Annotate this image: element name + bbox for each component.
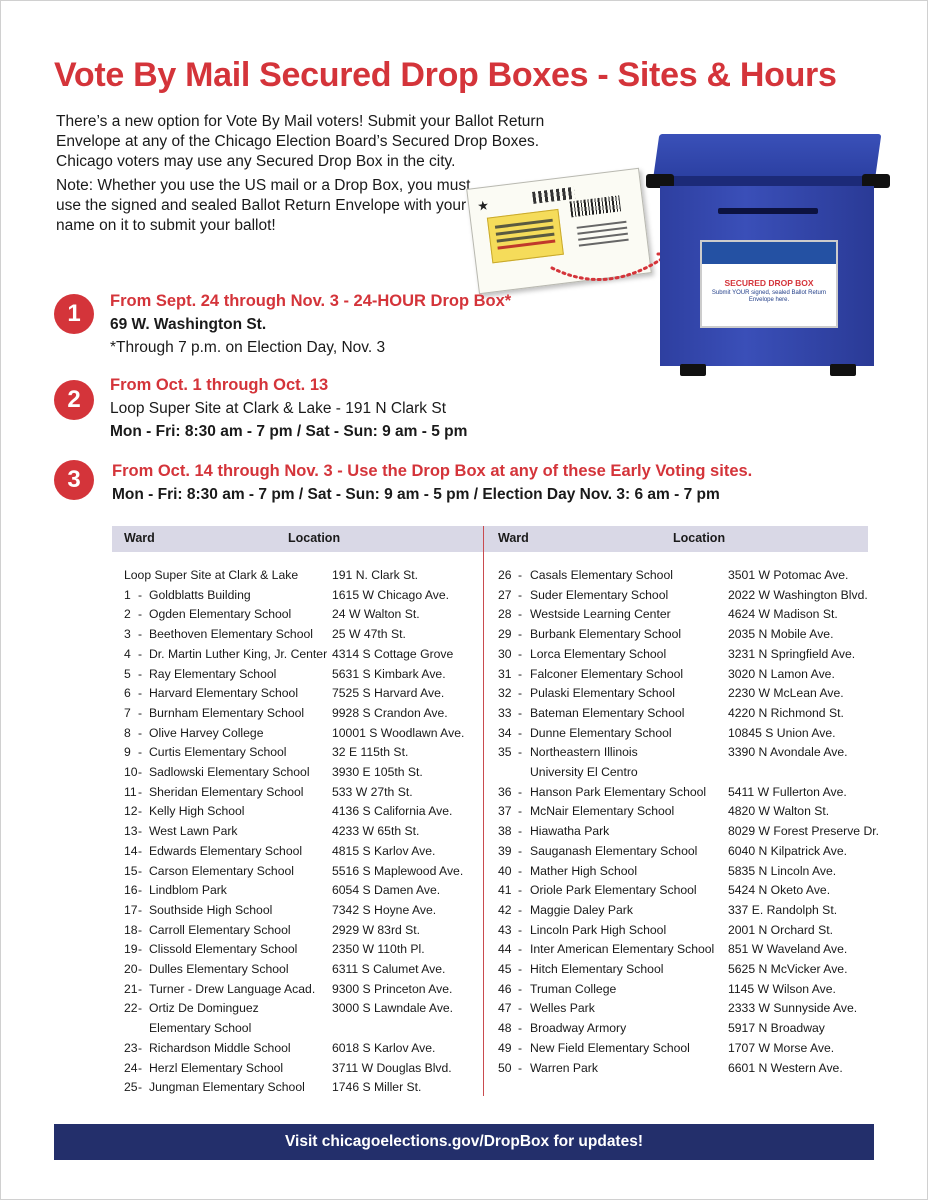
table-row — [498, 824, 880, 844]
ward-separator: - — [138, 804, 143, 819]
ward-number: 50 — [498, 1060, 512, 1075]
table-row — [498, 1001, 858, 1021]
location-name: Dunne Elementary School — [530, 725, 672, 740]
table-row — [124, 568, 484, 588]
location-address: 9928 S Crandon Ave. — [332, 705, 448, 720]
table-row — [498, 765, 858, 785]
location-name: McNair Elementary School — [530, 804, 675, 819]
location-name: Herzl Elementary School — [149, 1060, 284, 1075]
table-row — [124, 883, 484, 903]
location-address: 2001 N Orchard St. — [728, 922, 833, 937]
step-2-heading: From Oct. 1 through Oct. 13 — [110, 376, 329, 394]
location-name: Carson Elementary School — [149, 863, 294, 878]
step-1-heading: From Sept. 24 through Nov. 3 - 24-HOUR Drop Box* — [110, 292, 512, 310]
table-row — [124, 745, 484, 765]
ward-number: 9 — [124, 745, 131, 760]
ward-separator: - — [138, 1001, 143, 1016]
ward-separator: - — [138, 627, 143, 642]
drop-box-body — [660, 186, 874, 366]
location-address: 6054 S Damen Ave. — [332, 883, 441, 898]
ward-number: 19 — [124, 942, 138, 957]
table-row — [498, 883, 858, 903]
location-address: 6601 N Western Ave. — [728, 1060, 843, 1075]
table-row — [498, 864, 858, 884]
drop-box-lid — [652, 176, 884, 186]
location-address: 2022 W Washington Blvd. — [728, 587, 868, 602]
drop-box-foot — [680, 364, 706, 376]
location-name: Loop Super Site at Clark & Lake — [124, 568, 299, 582]
table-row — [124, 923, 484, 943]
table-row — [498, 667, 858, 687]
table-row — [124, 962, 484, 982]
location-name: Sadlowski Elementary School — [149, 765, 310, 779]
ward-separator: - — [138, 863, 143, 878]
location-name: Falconer Elementary School — [530, 666, 684, 681]
ward-separator: - — [138, 1060, 143, 1075]
ward-number: 4 — [124, 646, 131, 661]
location-address: 4233 W 65th St. — [332, 824, 420, 839]
location-address: 24 W Walton St. — [332, 607, 420, 622]
step-3-hours: Mon - Fri: 8:30 am - 7 pm / Sat - Sun: 9 am - 5 pm / Election Day Nov. 3: 6 am - 7 pm — [112, 486, 720, 503]
table-row — [124, 982, 484, 1002]
location-name: Turner - Drew Language Acad. — [149, 981, 316, 996]
table-row — [498, 745, 858, 765]
ward-number: 31 — [498, 666, 512, 681]
ward-number: 6 — [124, 686, 131, 701]
ward-number: 18 — [124, 922, 138, 937]
location-address: 5625 N McVicker Ave. — [728, 962, 848, 976]
location-address: 4136 S California Ave. — [332, 804, 453, 819]
ward-number: 33 — [498, 705, 512, 720]
ward-separator: - — [518, 883, 523, 898]
location-address: 3231 N Springfield Ave. — [728, 646, 856, 661]
location-name: Broadway Armory — [530, 1021, 627, 1036]
location-name: Casals Elementary School — [530, 568, 673, 582]
location-address: 191 N. Clark St. — [332, 568, 419, 582]
address-lines-graphic — [577, 221, 627, 229]
location-name: Lindblom Park — [149, 883, 227, 898]
ward-separator: - — [138, 705, 143, 720]
ward-number: 27 — [498, 587, 512, 602]
location-column-header: Location — [288, 531, 341, 545]
ward-separator: - — [138, 1080, 143, 1095]
step-2-badge: 2 — [54, 380, 94, 420]
ward-number: 15 — [124, 863, 138, 878]
location-address: 6018 S Karlov Ave. — [332, 1040, 436, 1055]
ward-separator: - — [518, 725, 523, 740]
ward-separator: - — [518, 627, 523, 642]
location-name: Maggie Daley Park — [530, 902, 633, 917]
location-name: Dulles Elementary School — [149, 962, 289, 976]
table-row — [124, 588, 484, 608]
location-address: 3020 N Lamon Ave. — [728, 666, 835, 681]
table-row — [498, 568, 858, 588]
ward-separator: - — [138, 765, 143, 779]
location-address: 3390 N Avondale Ave. — [728, 745, 848, 760]
location-name: Dr. Martin Luther King, Jr. Center — [149, 646, 328, 661]
location-address: 10001 S Woodlawn Ave. — [332, 725, 465, 740]
location-name: Ogden Elementary School — [149, 607, 292, 622]
location-address: 4624 W Madison St. — [728, 607, 838, 622]
ward-separator: - — [518, 863, 523, 878]
location-address: 4220 N Richmond St. — [728, 705, 844, 720]
table-row — [124, 1001, 484, 1021]
ward-number: 40 — [498, 863, 512, 878]
table-row — [498, 804, 858, 824]
ward-separator: - — [138, 922, 143, 937]
ward-number: 17 — [124, 902, 138, 917]
location-address: 8029 W Forest Preserve Dr. — [728, 824, 880, 839]
ward-separator: - — [518, 1040, 523, 1055]
table-row — [124, 1041, 484, 1061]
location-name: Burnham Elementary School — [149, 705, 305, 720]
table-row — [498, 706, 858, 726]
location-address: 4314 S Cottage Grove — [332, 646, 454, 661]
ward-number: 29 — [498, 627, 512, 642]
step-3-badge: 3 — [54, 460, 94, 500]
location-address: 3000 S Lawndale Ave. — [332, 1001, 454, 1016]
ward-separator: - — [518, 1021, 523, 1036]
table-row — [498, 942, 858, 962]
ward-separator: - — [138, 686, 143, 701]
location-address: 1746 S Miller St. — [332, 1080, 422, 1095]
ward-number: 36 — [498, 784, 512, 799]
table-row — [124, 1021, 484, 1041]
ward-number: 3 — [124, 627, 131, 642]
ward-number: 13 — [124, 824, 138, 839]
location-address: 5835 N Lincoln Ave. — [728, 863, 837, 878]
location-address: 5631 S Kimbark Ave. — [332, 666, 446, 681]
location-address: 6040 N Kilpatrick Ave. — [728, 843, 848, 858]
location-name: Kelly High School — [149, 804, 245, 819]
table-row — [124, 667, 484, 687]
table-row — [498, 726, 858, 746]
ward-separator: - — [518, 587, 523, 602]
ward-separator: - — [138, 587, 143, 602]
drop-box-sign — [700, 240, 838, 328]
location-name: Hiawatha Park — [530, 824, 610, 839]
location-address: 25 W 47th St. — [332, 627, 406, 642]
location-address: 7525 S Harvard Ave. — [332, 686, 445, 701]
location-address: 3501 W Potomac Ave. — [728, 568, 849, 582]
ward-number: 20 — [124, 962, 138, 976]
table-row — [498, 982, 858, 1002]
ward-number: 10 — [124, 765, 138, 779]
location-address: 4820 W Walton St. — [728, 804, 830, 819]
location-name: West Lawn Park — [149, 824, 238, 839]
location-name: New Field Elementary School — [530, 1040, 690, 1055]
location-name: Olive Harvey College — [149, 725, 264, 740]
table-row — [498, 627, 858, 647]
step-2-hours: Mon - Fri: 8:30 am - 7 pm / Sat - Sun: 9 am - 5 pm — [110, 423, 468, 440]
location-name: Beethoven Elementary School — [149, 627, 313, 642]
ward-separator: - — [138, 646, 143, 661]
table-row — [498, 686, 858, 706]
ward-separator: - — [518, 1001, 523, 1016]
ward-number: 32 — [498, 686, 512, 701]
location-address: 2230 W McLean Ave. — [728, 686, 844, 701]
ward-number: 39 — [498, 843, 512, 858]
ward-separator: - — [518, 902, 523, 917]
footer-banner: Visit chicagoelections.gov/DropBox for updates! — [54, 1124, 874, 1160]
table-row — [498, 647, 858, 667]
star-icon: ★ — [476, 197, 490, 214]
ward-separator: - — [518, 646, 523, 661]
ward-separator: - — [138, 902, 143, 917]
location-name: Ray Elementary School — [149, 666, 277, 681]
location-address: 5411 W Fullerton Ave. — [728, 784, 847, 799]
ward-number: 1 — [124, 587, 131, 602]
ward-separator: - — [518, 1060, 523, 1075]
table-row — [124, 903, 484, 923]
ward-number: 42 — [498, 902, 512, 917]
ward-number: 11 — [124, 784, 137, 799]
drop-box-slot — [718, 208, 818, 214]
table-row — [498, 903, 858, 923]
ward-separator: - — [138, 784, 143, 799]
ward-number: 23 — [124, 1040, 138, 1055]
ward-separator: - — [138, 843, 143, 858]
ward-number: 21 — [124, 981, 138, 996]
step-1-badge: 1 — [54, 294, 94, 334]
table-row — [124, 647, 484, 667]
table-row — [124, 607, 484, 627]
step-1-note: *Through 7 p.m. on Election Day, Nov. 3 — [110, 339, 386, 356]
location-address: 10845 S Union Ave. — [728, 725, 836, 740]
page-title: Vote By Mail Secured Drop Boxes - Sites & Hours — [54, 56, 837, 94]
table-row — [498, 844, 858, 864]
location-address: 1707 W Morse Ave. — [728, 1040, 835, 1055]
location-name: Bateman Elementary School — [530, 705, 685, 720]
location-name: Burbank Elementary School — [530, 627, 682, 642]
location-name: Inter American Elementary School — [530, 942, 715, 957]
ward-separator: - — [138, 607, 143, 622]
ward-number: 44 — [498, 942, 512, 957]
ward-separator: - — [138, 962, 143, 976]
drop-box-illustration — [646, 134, 890, 378]
ward-number: 22 — [124, 1001, 138, 1016]
location-address: 5516 S Maplewood Ave. — [332, 863, 464, 878]
location-name: Pulaski Elementary School — [530, 686, 675, 701]
ward-number: 2 — [124, 607, 131, 622]
table-row — [498, 923, 858, 943]
step-1-address: 69 W. Washington St. — [110, 316, 267, 333]
table-row — [124, 864, 484, 884]
locations-table-header — [112, 526, 868, 552]
table-row — [124, 726, 484, 746]
location-name: Lorca Elementary School — [530, 646, 667, 661]
drop-box-top — [653, 134, 882, 182]
location-name: Sheridan Elementary School — [149, 784, 304, 799]
location-name: Northeastern Illinois — [530, 745, 638, 760]
location-name: Clissold Elementary School — [149, 942, 298, 957]
ward-separator: - — [518, 745, 523, 760]
drop-box-foot — [830, 364, 856, 376]
location-name: Suder Elementary School — [530, 587, 669, 602]
location-name: Westside Learning Center — [530, 607, 671, 622]
location-address: 533 W 27th St. — [332, 784, 413, 799]
ward-number: 45 — [498, 962, 512, 976]
ward-number: 8 — [124, 725, 131, 740]
ward-number: 25 — [124, 1080, 138, 1095]
location-address: 2035 N Mobile Ave. — [728, 627, 834, 642]
ward-separator: - — [518, 981, 523, 996]
ward-separator: - — [518, 942, 523, 957]
table-row — [124, 1080, 484, 1100]
ward-number: 34 — [498, 725, 512, 740]
ward-separator: - — [518, 843, 523, 858]
ward-number: 47 — [498, 1001, 512, 1016]
table-row — [124, 785, 484, 805]
ward-separator: - — [138, 942, 143, 957]
table-row — [124, 627, 484, 647]
drop-box-sign-banner — [702, 242, 836, 264]
ward-separator: - — [518, 824, 523, 839]
ward-separator: - — [518, 962, 523, 976]
location-name: Lincoln Park High School — [530, 922, 667, 937]
location-name: Southside High School — [149, 902, 273, 917]
ward-number: 48 — [498, 1021, 512, 1036]
table-row — [498, 1061, 858, 1081]
location-column-header: Location — [673, 531, 726, 545]
table-row — [124, 1061, 484, 1081]
ward-number: 12 — [124, 804, 138, 819]
ward-number: 16 — [124, 883, 138, 898]
location-name: Hanson Park Elementary School — [530, 784, 707, 799]
ward-separator: - — [518, 784, 523, 799]
location-address: 5424 N Oketo Ave. — [728, 883, 831, 898]
ward-separator: - — [138, 666, 143, 681]
ward-number: 35 — [498, 745, 512, 760]
location-name: Sauganash Elementary School — [530, 843, 698, 858]
ward-column-header: Ward — [124, 531, 155, 545]
ward-number: 28 — [498, 607, 512, 622]
ward-separator: - — [138, 981, 143, 996]
table-row — [124, 686, 484, 706]
location-name: University El Centro — [530, 765, 638, 779]
location-name: Elementary School — [149, 1021, 252, 1036]
step-2-location: Loop Super Site at Clark & Lake - 191 N Clark St — [110, 400, 446, 417]
location-address: 337 E. Randolph St. — [728, 902, 838, 917]
intro-text: There’s a new option for Vote By Mail voters! Submit your Ballot Return Envelope at any of the Chicago Election Board’s Secured Drop Boxes. Chicago voters may use any Secured Drop Box in the city. — [56, 113, 545, 170]
location-name: Curtis Elementary School — [149, 745, 287, 760]
ward-number: 46 — [498, 981, 512, 996]
ward-number: 41 — [498, 883, 512, 898]
ward-separator: - — [518, 705, 523, 720]
table-row — [498, 1021, 858, 1041]
table-row — [498, 1041, 858, 1061]
ward-number: 7 — [124, 705, 131, 720]
location-address: 4815 S Karlov Ave. — [332, 843, 436, 858]
table-row — [124, 844, 484, 864]
location-address: 2929 W 83rd St. — [332, 922, 421, 937]
ward-separator: - — [518, 686, 523, 701]
ward-number: 37 — [498, 804, 512, 819]
ward-number: 30 — [498, 646, 512, 661]
location-name: Mather High School — [530, 863, 638, 878]
location-address: 5917 N Broadway — [728, 1021, 825, 1036]
location-name: Ortiz De Dominguez — [149, 1001, 259, 1016]
table-row — [498, 587, 868, 608]
location-name: Goldblatts Building — [149, 587, 251, 602]
ward-separator: - — [138, 725, 143, 740]
location-name: Welles Park — [530, 1001, 595, 1016]
location-address: 32 E 115th St. — [332, 745, 409, 760]
ward-separator: - — [138, 824, 143, 839]
location-address: 2333 W Sunnyside Ave. — [728, 1001, 858, 1016]
location-name: Hitch Elementary School — [530, 962, 664, 976]
table-row — [124, 706, 484, 726]
location-address: 3930 E 105th St. — [332, 765, 423, 779]
location-name: Jungman Elementary School — [149, 1080, 305, 1095]
ward-number: 14 — [124, 843, 138, 858]
drop-box-sign-title: SECURED DROP BOX — [724, 278, 814, 288]
ward-separator: - — [518, 922, 523, 937]
table-row — [124, 804, 484, 824]
location-address: 1145 W Wilson Ave. — [728, 981, 836, 996]
ward-separator: - — [138, 745, 143, 760]
note-text: Note: Whether you use the US mail or a Drop Box, you must use the signed and sealed Ballot Return Envelope with your name on it to submit your ballot! — [56, 177, 471, 234]
ward-separator: - — [518, 568, 523, 582]
location-name: Edwards Elementary School — [149, 843, 303, 858]
table-row — [124, 824, 484, 844]
ward-separator: - — [138, 1040, 143, 1055]
location-address: 3711 W Douglas Blvd. — [332, 1060, 452, 1075]
table-row — [498, 785, 858, 805]
location-name: Warren Park — [530, 1060, 598, 1075]
ward-number: 38 — [498, 824, 512, 839]
ward-number: 49 — [498, 1040, 512, 1055]
ward-separator: - — [518, 804, 523, 819]
location-address: 1615 W Chicago Ave. — [332, 587, 449, 602]
location-address: 9300 S Princeton Ave. — [332, 981, 453, 996]
table-row — [124, 942, 484, 962]
step-3-heading: From Oct. 14 through Nov. 3 - Use the Drop Box at any of these Early Voting sites. — [112, 462, 753, 480]
ward-separator: - — [518, 666, 523, 681]
table-row — [124, 765, 484, 785]
location-name: Truman College — [530, 981, 617, 996]
location-name: Oriole Park Elementary School — [530, 883, 697, 898]
location-name: Harvard Elementary School — [149, 686, 299, 701]
ward-column-header: Ward — [498, 531, 529, 545]
table-row — [498, 607, 858, 627]
table-row — [498, 962, 858, 982]
ward-number: 5 — [124, 666, 131, 681]
location-address: 6311 S Calumet Ave. — [332, 962, 446, 976]
location-address: 2350 W 110th Pl. — [332, 942, 425, 957]
drop-box-sign-subtitle: Submit YOUR signed, sealed Ballot Return Envelope here. — [711, 290, 827, 303]
ward-separator: - — [138, 883, 143, 898]
location-address: 7342 S Hoyne Ave. — [332, 902, 437, 917]
ward-number: 43 — [498, 922, 512, 937]
ward-number: 26 — [498, 568, 512, 582]
location-address: 851 W Waveland Ave. — [728, 942, 848, 957]
ward-number: 24 — [124, 1060, 138, 1075]
barcode-graphic — [569, 195, 621, 217]
ward-separator: - — [518, 607, 523, 622]
location-name: Richardson Middle School — [149, 1040, 291, 1055]
location-name: Carroll Elementary School — [149, 922, 291, 937]
